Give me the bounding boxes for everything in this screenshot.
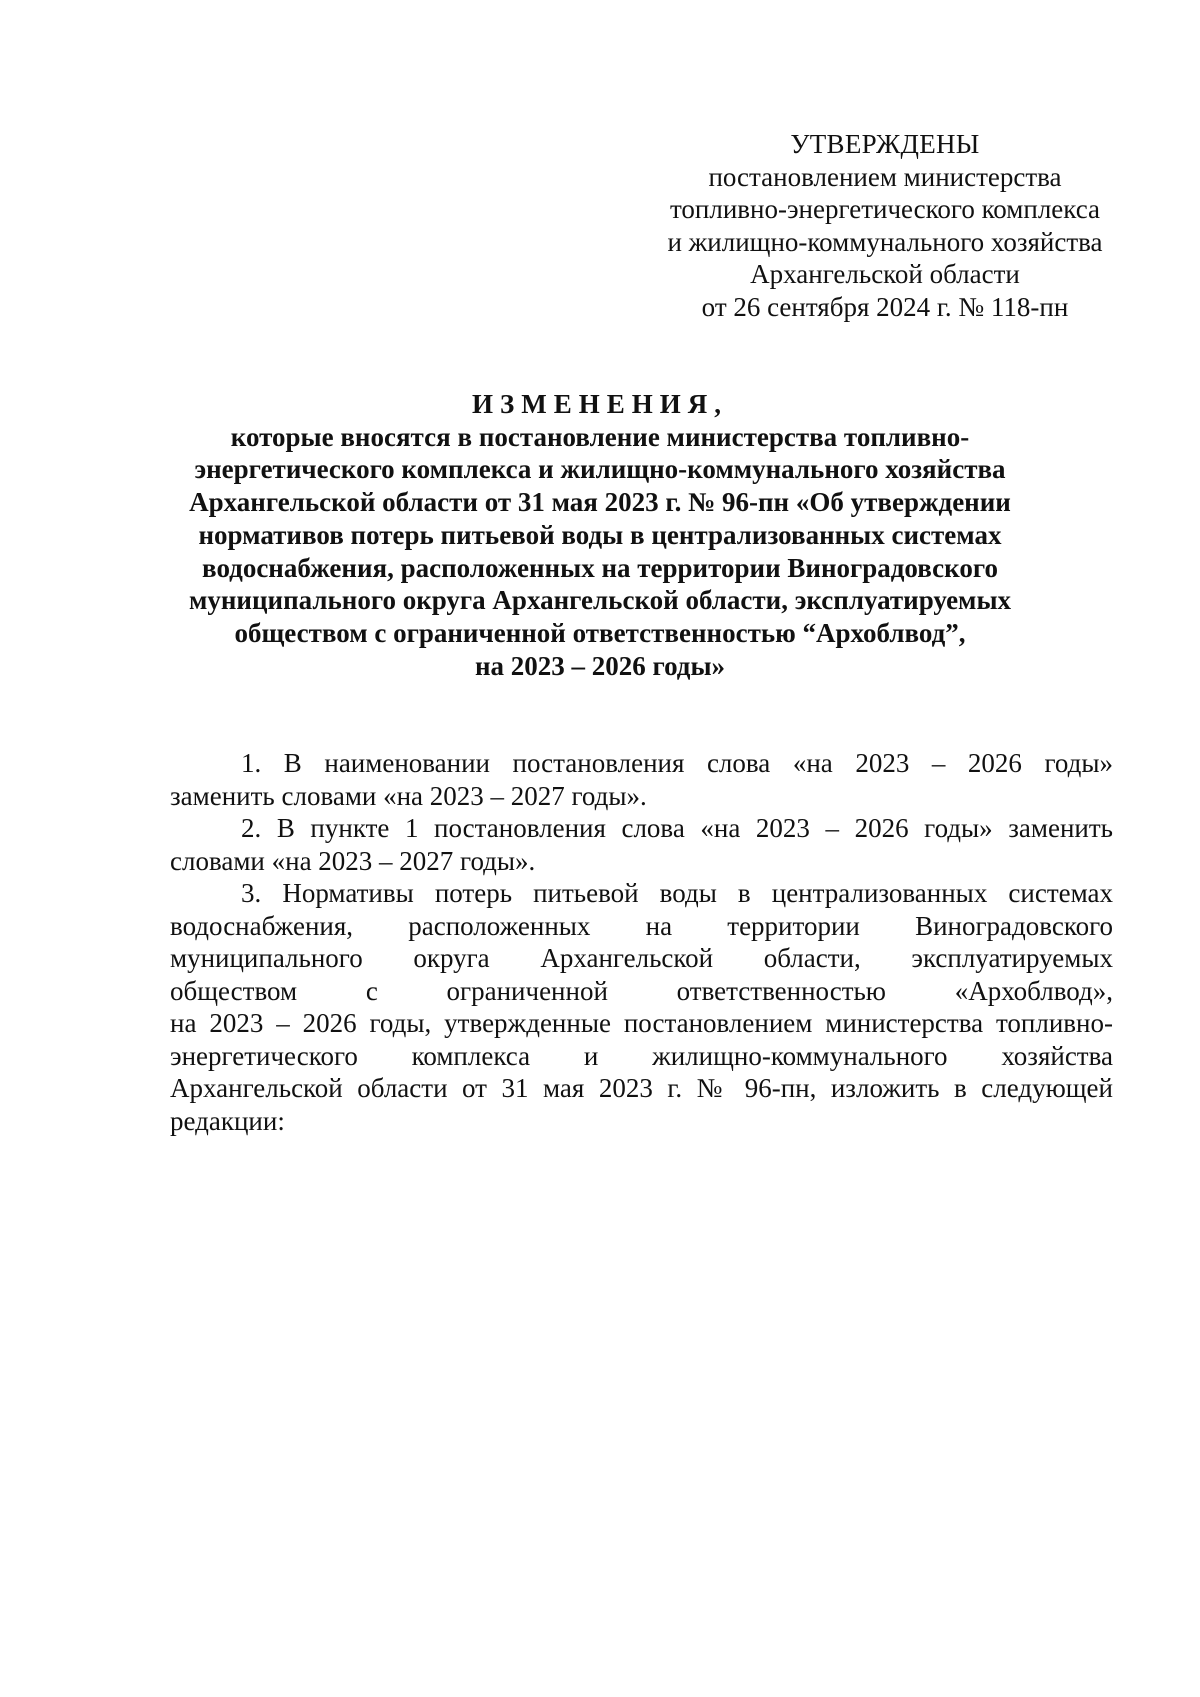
approval-line: постановлением министерства xyxy=(708,161,1062,192)
changes-subtitle-line: водоснабжения, расположенных на территории Виноградовского xyxy=(202,552,998,583)
paragraph-line: 3. Нормативы потерь питьевой воды в централизованных системах xyxy=(241,878,1113,908)
paragraph-line: водоснабжения, расположенных на территории Виноградовского xyxy=(170,910,1113,941)
paragraph-line: энергетического комплекса и жилищно-коммунального хозяйства xyxy=(170,1040,1113,1071)
changes-subtitle-line: нормативов потерь питьевой воды в централизованных системах xyxy=(198,519,1002,550)
paragraph-line: редакции: xyxy=(170,1105,285,1136)
changes-subtitle-line: муниципального округа Архангельской области, эксплуатируемых xyxy=(188,585,1012,616)
changes-subtitle-line: обществом с ограниченной ответственностью “Архоблвод”, xyxy=(234,617,966,648)
changes-subtitle-line: которые вносятся в постановление министерства топливно- xyxy=(230,421,970,452)
item-2-paragraph xyxy=(170,812,1113,877)
paragraph-line: словами «на 2023 – 2027 годы». xyxy=(170,845,536,876)
changes-title-block xyxy=(150,388,1050,682)
approval-title: УТВЕРЖДЕНЫ xyxy=(790,129,980,159)
paragraph-line: обществом с ограниченной ответственностью «Архоблвод», xyxy=(170,975,1113,1006)
paragraph-line: на 2023 – 2026 годы, утвержденные постановлением министерства топливно- xyxy=(170,1008,1113,1038)
changes-subtitle-line: энергетического комплекса и жилищно-коммунального хозяйства xyxy=(194,454,1006,485)
item-1-paragraph xyxy=(170,747,1113,812)
approval-line: и жилищно-коммунального хозяйства xyxy=(667,226,1103,257)
paragraph-line: 2. В пункте 1 постановления слова «на 2023 – 2026 годы» заменить xyxy=(241,813,1113,843)
approval-block xyxy=(620,128,1150,323)
changes-subtitle-line: на 2023 – 2026 годы» xyxy=(474,650,726,681)
paragraph-line: Архангельской области от 31 мая 2023 г. № 96-пн, изложить в следующей xyxy=(170,1073,1113,1103)
changes-heading: ИЗМЕНЕНИЯ, xyxy=(471,389,728,419)
approval-line: Архангельской области xyxy=(750,259,1020,289)
paragraph-line: заменить словами «на 2023 – 2027 годы». xyxy=(170,780,647,811)
approval-line: от 26 сентября 2024 г. № 118-пн xyxy=(701,291,1069,322)
paragraph-line: муниципального округа Архангельской области, эксплуатируемых xyxy=(170,943,1113,973)
changes-subtitle-line: Архангельской области от 31 мая 2023 г. № 96-пн «Об утверждении xyxy=(189,487,1011,518)
item-3-paragraph xyxy=(170,877,1113,1137)
approval-line: топливно-энергетического комплекса xyxy=(669,194,1101,224)
paragraph-line: 1. В наименовании постановления слова «на 2023 – 2026 годы» xyxy=(241,748,1113,778)
body-text xyxy=(170,747,1113,1137)
